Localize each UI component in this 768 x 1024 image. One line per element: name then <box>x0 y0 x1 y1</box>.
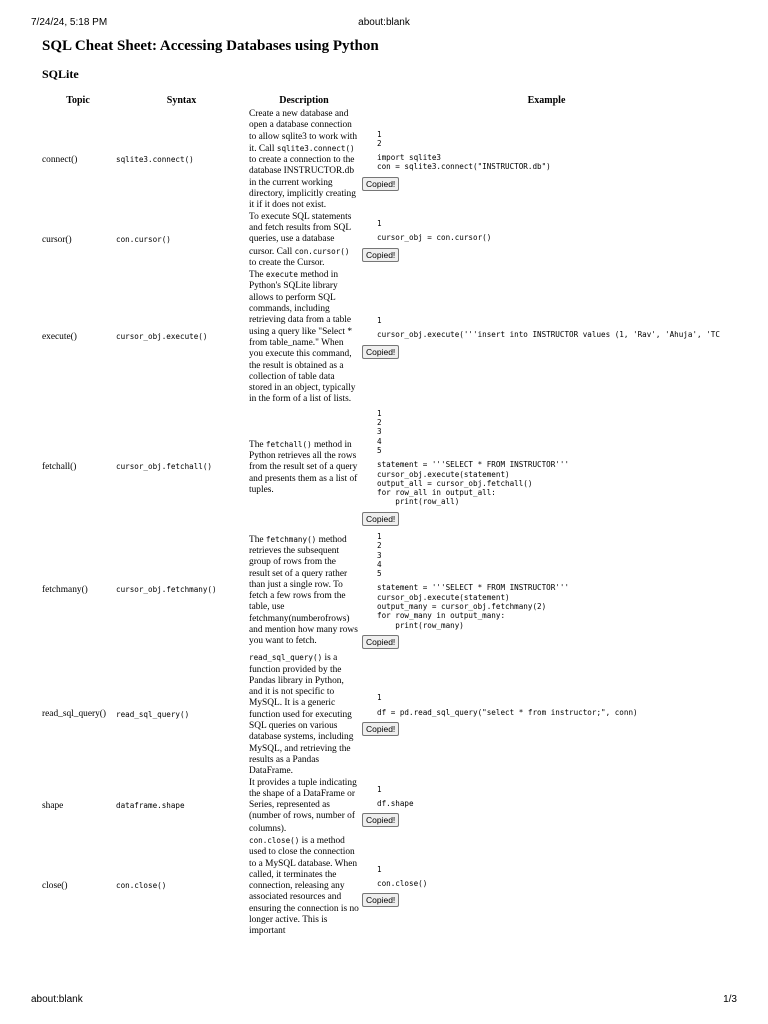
syntax-cell <box>115 212 248 269</box>
table-row <box>41 212 733 269</box>
description-text: The <box>249 439 266 450</box>
description-inline-code: con.close() <box>249 836 300 845</box>
description-inline-code: sqlite3.connect() <box>276 143 355 153</box>
column-header-syntax: Syntax <box>166 95 197 106</box>
code-line: 2. con = sqlite3.connect("INSTRUCTOR.db") <box>377 162 732 171</box>
line-number: 3. 3 <box>377 551 732 560</box>
topic-cell: fetchall() <box>42 461 77 472</box>
line-number: 5. 5 <box>377 569 732 578</box>
line-number-list <box>362 865 732 874</box>
syntax-code: dataframe.shape <box>116 801 185 811</box>
description-text: The <box>249 270 266 281</box>
description-text-continued: to create the Cursor. <box>249 257 325 268</box>
code-block <box>362 233 732 242</box>
line-number: 1. 1 <box>377 409 732 418</box>
column-header-topic: Topic <box>66 95 90 106</box>
code-block <box>362 153 732 172</box>
table-header-row <box>41 92 733 109</box>
code-line: 1. statement = '''SELECT * FROM INSTRUCTOR''' <box>377 583 732 592</box>
line-number: 1. 1 <box>377 130 732 139</box>
line-number-list <box>362 219 732 228</box>
code-line: 5. print(row_many) <box>377 621 732 630</box>
line-number-list <box>362 409 732 455</box>
line-number: 2. 2 <box>377 541 732 550</box>
copy-button[interactable]: Copied! <box>362 722 399 736</box>
syntax-code: con.close() <box>116 881 167 891</box>
table-row <box>41 406 733 529</box>
line-number: 1. 1 <box>377 693 732 702</box>
code-block <box>362 708 732 717</box>
code-line: 1. con.close() <box>377 879 732 888</box>
example-cell <box>360 778 733 835</box>
copy-button[interactable]: Copied! <box>362 512 399 526</box>
copy-button[interactable]: Copied! <box>362 345 399 359</box>
code-block <box>362 460 732 506</box>
print-header <box>31 17 737 31</box>
syntax-cell <box>115 269 248 406</box>
description-text-continued: to create a connection to the database INSTRUCTOR.db in the current working directory, implicitly creating it if it does not exist. <box>249 155 356 211</box>
table-row <box>41 835 733 938</box>
description-cell <box>248 529 360 652</box>
code-block <box>362 583 732 629</box>
line-number-list <box>362 693 732 702</box>
table-row <box>41 778 733 835</box>
example-cell <box>360 529 733 652</box>
line-number: 4. 4 <box>377 560 732 569</box>
code-line: 1. df.shape <box>377 799 732 808</box>
code-line: 2. cursor_obj.execute(statement) <box>377 593 732 602</box>
description-cell <box>248 652 360 777</box>
code-block <box>362 330 732 339</box>
print-datetime: 7/24/24, 5:18 PM <box>31 17 108 28</box>
description-cell <box>248 406 360 529</box>
description-inline-code: con.cursor() <box>294 246 350 256</box>
topic-cell: read_sql_query() <box>42 709 107 720</box>
code-line: 1. statement = '''SELECT * FROM INSTRUCTOR''' <box>377 460 732 469</box>
table-row <box>41 652 733 777</box>
line-number-list <box>362 785 732 794</box>
footer-url: about:blank <box>31 994 83 1005</box>
syntax-cell <box>115 835 248 938</box>
copy-button[interactable]: Copied! <box>362 248 399 262</box>
section-heading: SQLite <box>42 67 79 81</box>
description-text: To execute SQL statements and fetch results from SQL queries, use a database cursor. Call <box>249 211 352 257</box>
description-text: Create a new database and open a database connection to allow sqlite3 to work with it. Call <box>249 109 358 154</box>
description-cell <box>248 778 360 835</box>
example-cell <box>360 652 733 777</box>
line-number: 2. 2 <box>377 139 732 148</box>
description-text: It provides a tuple indicating the shape of a DataFrame or Series, represented as (number of rows, number of columns). <box>249 777 357 834</box>
description-text: The <box>249 534 266 545</box>
syntax-cell <box>115 109 248 212</box>
column-header-example: Example <box>527 95 566 106</box>
description-text-continued: method in Python retrieves all the rows from the result set of a query and presents them as a list of tuples. <box>249 439 358 495</box>
description-text-continued: method retrieves the subsequent group of rows from the result set of a query rather than just a single row. To fetch a few rows from the table, use fetchmany(numberofrows) and mention how many rows you want to fetch. <box>249 534 358 647</box>
line-number-list <box>362 532 732 578</box>
syntax-code: cursor_obj.execute() <box>116 332 208 342</box>
description-cell <box>248 269 360 406</box>
line-number: 3. 3 <box>377 427 732 436</box>
topic-cell: connect() <box>42 154 78 165</box>
line-number: 1. 1 <box>377 316 732 325</box>
description-cell <box>248 835 360 938</box>
syntax-code: cursor_obj.fetchmany() <box>116 585 217 595</box>
page-title: SQL Cheat Sheet: Accessing Databases using Python <box>42 38 379 54</box>
topic-cell: fetchmany() <box>42 584 88 595</box>
example-cell <box>360 212 733 269</box>
syntax-code: read_sql_query() <box>116 709 190 719</box>
line-number: 2. 2 <box>377 418 732 427</box>
code-line: 1. cursor_obj = con.cursor() <box>377 233 732 242</box>
code-line: 3. output_all = cursor_obj.fetchall() <box>377 479 732 488</box>
example-cell <box>360 835 733 938</box>
description-inline-code: fetchall() <box>265 439 312 449</box>
syntax-code: sqlite3.connect() <box>116 155 194 165</box>
line-number: 4. 4 <box>377 437 732 446</box>
syntax-code: cursor_obj.fetchall() <box>116 462 213 472</box>
copy-button[interactable]: Copied! <box>362 893 399 907</box>
syntax-cell <box>115 652 248 777</box>
table-row <box>41 109 733 212</box>
code-block <box>362 799 732 808</box>
topic-cell: cursor() <box>42 234 72 245</box>
copy-button[interactable]: Copied! <box>362 813 399 827</box>
description-inline-code: execute <box>265 270 298 280</box>
example-cell <box>360 109 733 212</box>
print-url: about:blank <box>358 17 410 28</box>
cheat-sheet-table <box>41 92 733 938</box>
line-number: 1. 1 <box>377 219 732 228</box>
code-line: 4. for row_many in output_many: <box>377 611 732 620</box>
syntax-cell <box>115 529 248 652</box>
column-header-description: Description <box>279 95 329 106</box>
example-cell <box>360 269 733 406</box>
table-row <box>41 529 733 652</box>
copy-button[interactable]: Copied! <box>362 635 399 649</box>
line-number-list <box>362 130 732 149</box>
code-line: 1. df = pd.read_sql_query("select * from instructor;", conn) <box>377 708 732 717</box>
code-line: 1. cursor_obj.execute('''insert into INSTRUCTOR values (1, 'Rav', 'Ahuja', 'TC <box>377 330 732 339</box>
topic-cell: execute() <box>42 331 77 342</box>
description-text-continued: is a function provided by the Pandas library in Python, and it is not specific to MySQL. It is a generic function used for executing SQL queries on various database systems, including MySQL, and retrieving the results as a Pandas DataFrame. <box>249 653 354 777</box>
code-line: 2. cursor_obj.execute(statement) <box>377 470 732 479</box>
line-number: 1. 1 <box>377 785 732 794</box>
line-number: 1. 1 <box>377 865 732 874</box>
description-text-continued: is a method used to close the connection to a MySQL database. When called, it terminates the connection, releasing any associated resources and ensuring the connection is no longer active. This is important <box>249 836 359 937</box>
print-footer <box>31 994 737 1008</box>
description-text-continued: method in Python's SQLite library allows to perform SQL commands, including retrieving data from a table using a query like "Select * from table_name." When you execute this command, the result is obtained as a collection of table data stored in an object, typically in the form of a list of lists. <box>249 270 356 405</box>
syntax-cell <box>115 406 248 529</box>
code-line: 5. print(row_all) <box>377 497 732 506</box>
table-row <box>41 269 733 406</box>
copy-button[interactable]: Copied! <box>362 177 399 191</box>
description-inline-code: fetchmany() <box>265 534 317 544</box>
topic-cell: close() <box>42 880 68 891</box>
line-number-list <box>362 316 732 325</box>
code-line: 3. output_many = cursor_obj.fetchmany(2) <box>377 602 732 611</box>
description-cell <box>248 109 360 212</box>
description-inline-code: read_sql_query() <box>249 653 323 663</box>
description-cell <box>248 212 360 269</box>
page-number: 1/3 <box>723 994 737 1005</box>
line-number: 5. 5 <box>377 446 732 455</box>
topic-cell: shape <box>42 800 64 811</box>
syntax-code: con.cursor() <box>116 235 171 245</box>
code-line: 1. import sqlite3 <box>377 153 732 162</box>
syntax-cell <box>115 778 248 835</box>
code-line: 4. for row_all in output_all: <box>377 488 732 497</box>
line-number: 1. 1 <box>377 532 732 541</box>
code-block <box>362 879 732 888</box>
example-cell <box>360 406 733 529</box>
